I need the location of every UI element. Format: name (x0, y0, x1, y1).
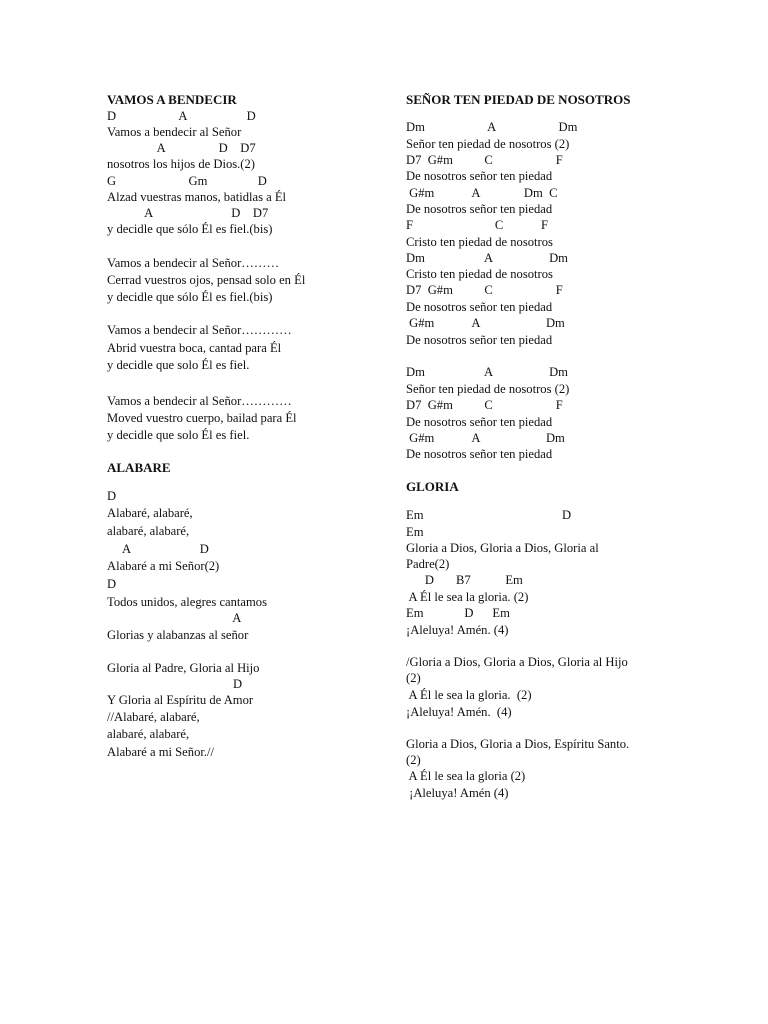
lyric-line: De nosotros señor ten piedad (406, 447, 553, 461)
lyric-line: ¡Aleluya! Amén. (4) (406, 623, 509, 637)
lyric-line: Padre(2) (406, 557, 450, 571)
chord-line: A D D7 (107, 141, 256, 155)
chord-line: F C F (406, 218, 549, 232)
chord-line: Dm A Dm (406, 365, 568, 379)
chord-line: A D D7 (107, 206, 269, 220)
song-title-vamos: VAMOS A BENDECIR (107, 92, 237, 107)
lyric-line: /Gloria a Dios, Gloria a Dios, Gloria al Hijo (406, 655, 628, 669)
chord-line: D B7 Em (406, 573, 523, 587)
chord-line: Dm A Dm (406, 251, 568, 265)
lyric-line: y decidle que sólo Él es fiel.(bis) (107, 290, 273, 304)
lyric-line: Cristo ten piedad de nosotros (406, 267, 553, 281)
lyric-line: y decidle que solo Él es fiel. (107, 428, 250, 442)
lyric-line: De nosotros señor ten piedad (406, 169, 553, 183)
lyric-line: Cerrad vuestros ojos, pensad solo en Él (107, 273, 306, 287)
lyric-line: De nosotros señor ten piedad (406, 415, 553, 429)
chord-line: A (107, 611, 242, 625)
lyric-line: Alabaré a mi Señor(2) (107, 559, 220, 573)
lyric-line: Vamos a bendecir al Señor (107, 125, 242, 139)
lyric-line: (2) (406, 753, 421, 767)
lyric-line: Abrid vuestra boca, cantad para Él (107, 341, 282, 355)
lyric-line: Vamos a bendecir al Señor………… (107, 323, 292, 337)
lyric-line: De nosotros señor ten piedad (406, 300, 553, 314)
chord-line: Em (406, 525, 424, 539)
lyric-line: alabaré, alabaré, (107, 727, 190, 741)
lyric-line: //Alabaré, alabaré, (107, 710, 200, 724)
lyric-line: y decidle que solo Él es fiel. (107, 358, 250, 372)
song-title-gloria: GLORIA (406, 479, 459, 494)
lyric-line: ¡Aleluya! Amén. (4) (406, 705, 512, 719)
lyric-line: A Él le sea la gloria (2) (406, 769, 526, 783)
lyric-line: Gloria al Padre, Gloria al Hijo (107, 661, 260, 675)
chord-line: Em D (406, 508, 572, 522)
chord-line: D (107, 577, 117, 591)
chord-line: A D (107, 542, 209, 556)
chord-line: D A D (107, 109, 256, 123)
chord-line: G Gm D (107, 174, 267, 188)
chord-line: D (107, 489, 117, 503)
song-title-senor: SEÑOR TEN PIEDAD DE NOSOTROS (406, 92, 631, 107)
lyric-line: Cristo ten piedad de nosotros (406, 235, 553, 249)
lyric-line: De nosotros señor ten piedad (406, 333, 553, 347)
lyric-line: Moved vuestro cuerpo, bailad para Él (107, 411, 297, 425)
chord-line: D (107, 677, 243, 691)
chord-line: D7 G#m C F (406, 398, 563, 412)
lyric-line: nosotros los hijos de Dios.(2) (107, 157, 255, 171)
lyric-line: Alzad vuestras manos, batidlas a Él (107, 190, 287, 204)
lyric-line: A Él le sea la gloria. (2) (406, 590, 529, 604)
lyric-line: alabaré, alabaré, (107, 524, 190, 538)
lyric-line: Glorias y alabanzas al señor (107, 628, 249, 642)
lyric-line: Vamos a bendecir al Señor……… (107, 256, 280, 270)
chord-line: G#m A Dm (406, 316, 565, 330)
lyric-line: y decidle que sólo Él es fiel.(bis) (107, 222, 273, 236)
chord-line: G#m A Dm C (406, 186, 558, 200)
lyric-line: Todos unidos, alegres cantamos (107, 595, 268, 609)
lyric-line: ¡Aleluya! Amén (4) (406, 786, 509, 800)
chord-line: Dm A Dm (406, 120, 578, 134)
lyric-line: A Él le sea la gloria. (2) (406, 688, 532, 702)
lyric-line: Señor ten piedad de nosotros (2) (406, 382, 570, 396)
song-title-alabare: ALABARE (107, 460, 171, 475)
chord-line: D7 G#m C F (406, 283, 563, 297)
lyric-line: Alabaré, alabaré, (107, 506, 193, 520)
lyric-line: Alabaré a mi Señor.// (107, 745, 215, 759)
lyric-line: Y Gloria al Espíritu de Amor (107, 693, 254, 707)
chord-line: D7 G#m C F (406, 153, 563, 167)
lyric-line: Vamos a bendecir al Señor………… (107, 394, 292, 408)
lyric-line: (2) (406, 671, 421, 685)
lyric-line: Gloria a Dios, Gloria a Dios, Espíritu Santo. (406, 737, 630, 751)
lyric-line: Señor ten piedad de nosotros (2) (406, 137, 570, 151)
chord-line: G#m A Dm (406, 431, 565, 445)
lyric-line: De nosotros señor ten piedad (406, 202, 553, 216)
lyric-line: Gloria a Dios, Gloria a Dios, Gloria al (406, 541, 599, 555)
chord-line: Em D Em (406, 606, 510, 620)
